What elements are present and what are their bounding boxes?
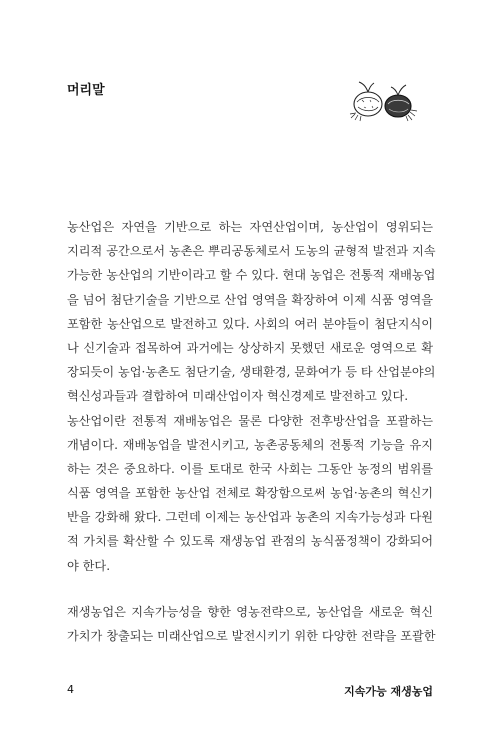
- page-number: 4: [67, 683, 74, 696]
- paragraph: [67, 409, 433, 578]
- text-line: 반을 강화해 왔다. 그런데 이제는 농산업과 농촌의 지속가능성과 다원: [67, 510, 433, 525]
- paragraph: [67, 600, 436, 648]
- text-line: 개념이다. 재배농업을 발전시키고, 농촌공동체의 전통적 기능을 유지: [67, 437, 433, 452]
- text-line: 을 넘어 첨단기술을 기반으로 산업 영역을 확장하여 이제 식품 영역을: [67, 292, 433, 307]
- page-footer: [67, 683, 433, 699]
- text-line: 혁신성과들과 결합하여 미래산업이자 혁신경제로 발전하고 있다.: [67, 389, 409, 404]
- onion-sketch-icon: [344, 80, 422, 122]
- text-line: 가치가 창출되는 미래산업으로 발전시키기 위한 다양한 전략을 포괄한: [67, 629, 436, 643]
- text-line: 식품 영역을 포함한 농산업 전체로 확장함으로써 농업·농촌의 혁신기: [67, 486, 433, 501]
- text-line: 농산업은 자연을 기반으로 하는 자연산업이며, 농산업이 영위되는: [67, 220, 433, 234]
- body-text: [67, 215, 436, 648]
- text-line: 농산업이란 전통적 재배농업은 물론 다양한 전후방산업을 포괄하는: [67, 413, 433, 428]
- text-line: 적 가치를 확산할 수 있도록 재생농업 관점의 농식품정책이 강화되어: [67, 534, 433, 549]
- text-line: 지리적 공간으로서 농촌은 뿌리공동체로서 도농의 균형적 발전과 지속: [67, 244, 436, 259]
- text-line: 하는 것은 중요하다. 이를 토대로 한국 사회는 그동안 농정의 범위를: [67, 461, 433, 476]
- text-line: 나 신기술과 접목하여 과거에는 상상하지 못했던 새로운 영역으로 확: [67, 340, 433, 355]
- text-line: 장되듯이 농업·농촌도 첨단기술, 생태환경, 문화여가 등 타 산업분야의: [67, 365, 436, 380]
- text-line: 가능한 농산업의 기반이라고 할 수 있다. 현대 농업은 전통적 재배농업: [67, 268, 436, 283]
- page-heading: 머리말: [67, 83, 105, 98]
- text-line: 포함한 농산업으로 발전하고 있다. 사회의 여러 분야들이 첨단지식이: [67, 316, 433, 331]
- text-line: 야 한다.: [67, 558, 111, 573]
- text-line: 재생농업은 지속가능성을 향한 영농전략으로, 농산업을 새로운 혁신: [67, 604, 433, 619]
- running-title: 지속가능 재생농업: [344, 685, 433, 698]
- paragraph-spacer: [67, 578, 433, 600]
- paragraph: [67, 215, 436, 409]
